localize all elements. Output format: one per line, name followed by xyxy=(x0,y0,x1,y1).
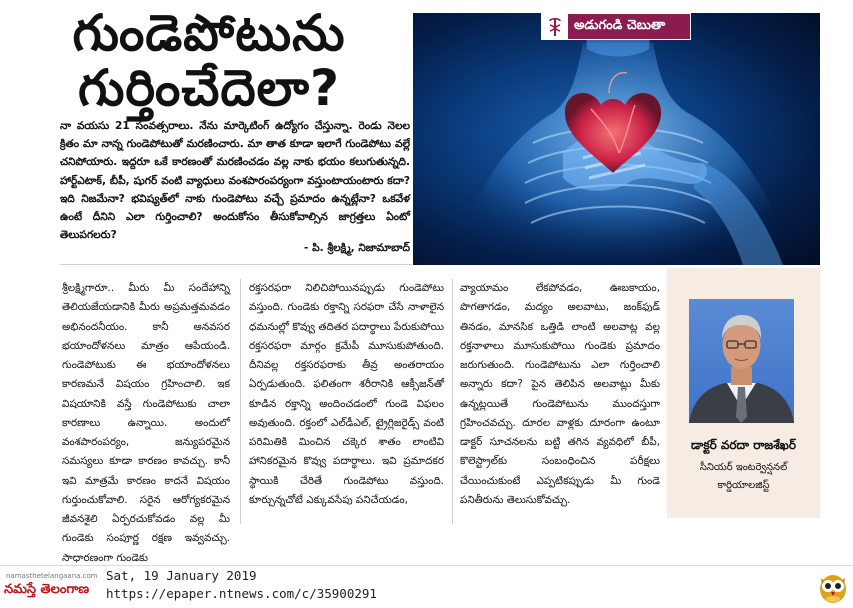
answer-text-1: శ్రీలక్ష్మిగారూ.. మీరు మీ సందేహాన్ని తెలియజేయడానికి మీరు అప్రమత్తమవడం అభినందనీయం. కానీ అనవసర భయాందోళనలు మాత్రం ఆపేయండి. గుండెపోటుకు ఈ భయాందోళనలు కారణమనే విషయం గ్రహించాలి. ఇక విషయానికి వస్తే గుండెపోటుకు చాలా కారణాలు ఉన్నాయి. అందులో వంశపారంపర్యం, జన్యుపరమైన సమస్యలు కూడా కారణం కావచ్చు. కానీ ఇవి మాత్రమే కారణం కాదనే విషయం గుర్తుంచుకోవాలి. సరైన ఆరోగ్యకరమైన జీవనశైలి ఏర్పరచుకోవడం వల్ల మీ గుండెకు సంపూర్ణ రక్షణ ఇవ్వవచ్చు. సాధారణంగా గుండెకు xyxy=(62,282,230,564)
article-headline xyxy=(10,6,408,116)
headline-line-2: గుర్తించేదెలా? xyxy=(77,59,341,117)
column-divider-2 xyxy=(452,279,453,524)
column-name-label: అడుగండి చెబుతా xyxy=(574,17,666,33)
epaper-link[interactable]: https://epaper.ntnews.com/c/35900291 xyxy=(106,586,377,601)
publication-date: Sat, 19 January 2019 xyxy=(106,568,257,583)
newspaper-brand xyxy=(4,572,104,602)
doctor-photo xyxy=(689,299,794,423)
doctor-name: డాక్టర్ వరదా రాజశేఖర్ xyxy=(691,438,796,452)
medical-caduceus-icon xyxy=(542,14,568,39)
brand-logo-text: నమస్తే తెలంగాణ xyxy=(4,582,90,597)
owl-mascot-icon[interactable] xyxy=(817,570,849,604)
answer-column-1 xyxy=(62,279,230,568)
reader-question: నా వయసు 21 సంవత్సరాలు. నేను మార్కెటింగ్ ఉద్యోగం చేస్తున్నా. రెండు నెలల క్రితం మా నాన్న గుండెపోటుతో మరణించారు. మా తాత కూడా ఇలాగే గుండెపోటు వల్లే చనిపోయారు. ఇద్దరూ ఒకే కారణంతో మరణించడం వల్ల నాకు భయం కలుగుతున్నది. హార్ట్‌ఎటాక్, బీపీ, షుగర్ వంటి వ్యాధులు వంశపారంపర్యంగా వస్తుంటాయంటారు కదా? ఇది నిజమేనా? భవిష్యత్‌లో నాకు గుండెపోటు వచ్చే ప్రమాదం ఉన్నట్లేనా? ఒకవేళ ఉంటే దీనిని ఎలా గుర్తించాలి? అందుకోసం తీసుకోవాల్సిన జాగ్రత్తలు ఏంటో తెలుపగలరు? xyxy=(60,120,410,242)
doctor-title-line-2: కార్డియాలజిస్ట్ xyxy=(717,480,770,491)
answer-column-2 xyxy=(249,279,444,510)
headline-line-1: గుండెపోటును xyxy=(72,4,346,62)
question-signature: - పి. శ్రీలక్ష్మి, నిజామాబాద్ xyxy=(304,242,410,254)
heart-xray-illustration xyxy=(413,13,820,265)
doctor-title-line-1: సీనియర్ ఇంటర్వెన్షనల్ xyxy=(699,462,788,473)
column-divider-1 xyxy=(240,279,241,524)
answer-text-2: రక్తసరఫరా నిలిచిపోయినప్పుడు గుండెపోటు వస్తుంది. గుండెకు రక్తాన్ని సరఫరా చేసే నాళాలైన ధమనుల్లో కొవ్వు తదితర పదార్థాలు పేరుకుపోయి రక్తసరఫరా మార్గం క్రమేపీ మూసుకుపోతుంది. దీనివల్ల రక్తసరఫరాకు తీవ్ర అంతరాయం ఏర్పడుతుంది. ఫలితంగా శరీరానికి ఆక్సీజన్‌తో కూడిన రక్తాన్ని అందించడంలో గుండె విఫలం అవుతుంది. రక్తంలో ఎల్‌డీఎల్, ట్రైగ్లిజరైడ్స్ వంటి పరిమితికి మించిన చక్కెర శాతం లాంటివి హానికరమైన కొవ్వు పదార్థాలు. ఇవి ప్రమాదకర స్థాయికి చేరితే గుండెపోటు వస్తుంది. కూర్చున్నచోటే ఎక్కువసేపు పనిచేయడం, xyxy=(249,282,444,506)
brand-website: namasthetelangaana.com xyxy=(6,572,98,580)
hero-heart-image xyxy=(413,13,820,265)
column-name-tag xyxy=(541,13,691,40)
doctor-portrait xyxy=(689,299,794,423)
answer-text-3: వ్యాయామం లేకపోవడం, ఊబకాయం, పొగతాగడం, మద్యం అలవాటు, జంక్‌ఫుడ్ తినడం, మానసిక ఒత్తిడి లాంటి అలవాట్ల వల్ల రక్తనాళాలు మూసుకుపోయి గుండెకు ప్రమాదం జరుగుతుంది. గుండెపోటును ఎలా గుర్తించాలి అన్నారు కదా? పైన తెలిపిన అలవాట్లు మీకు ఉన్నట్లయితే గుండెపోటును ముందస్తుగా గ్రహించవచ్చు. దూరల వాళ్లకు దూరంగా ఉంటూ డాక్టర్ సూచనలను బట్టి తగిన వ్యవధిలో బీపీ, కొలెస్ట్రాల్‌కు సంబంధించిన పరీక్షలు చేయించుకుంటే ఎప్పటికప్పుడు మీ గుండె పనితీరును తెలుసుకోవచ్చు. xyxy=(460,282,660,506)
question-divider xyxy=(60,264,412,265)
answer-column-3 xyxy=(460,279,660,510)
